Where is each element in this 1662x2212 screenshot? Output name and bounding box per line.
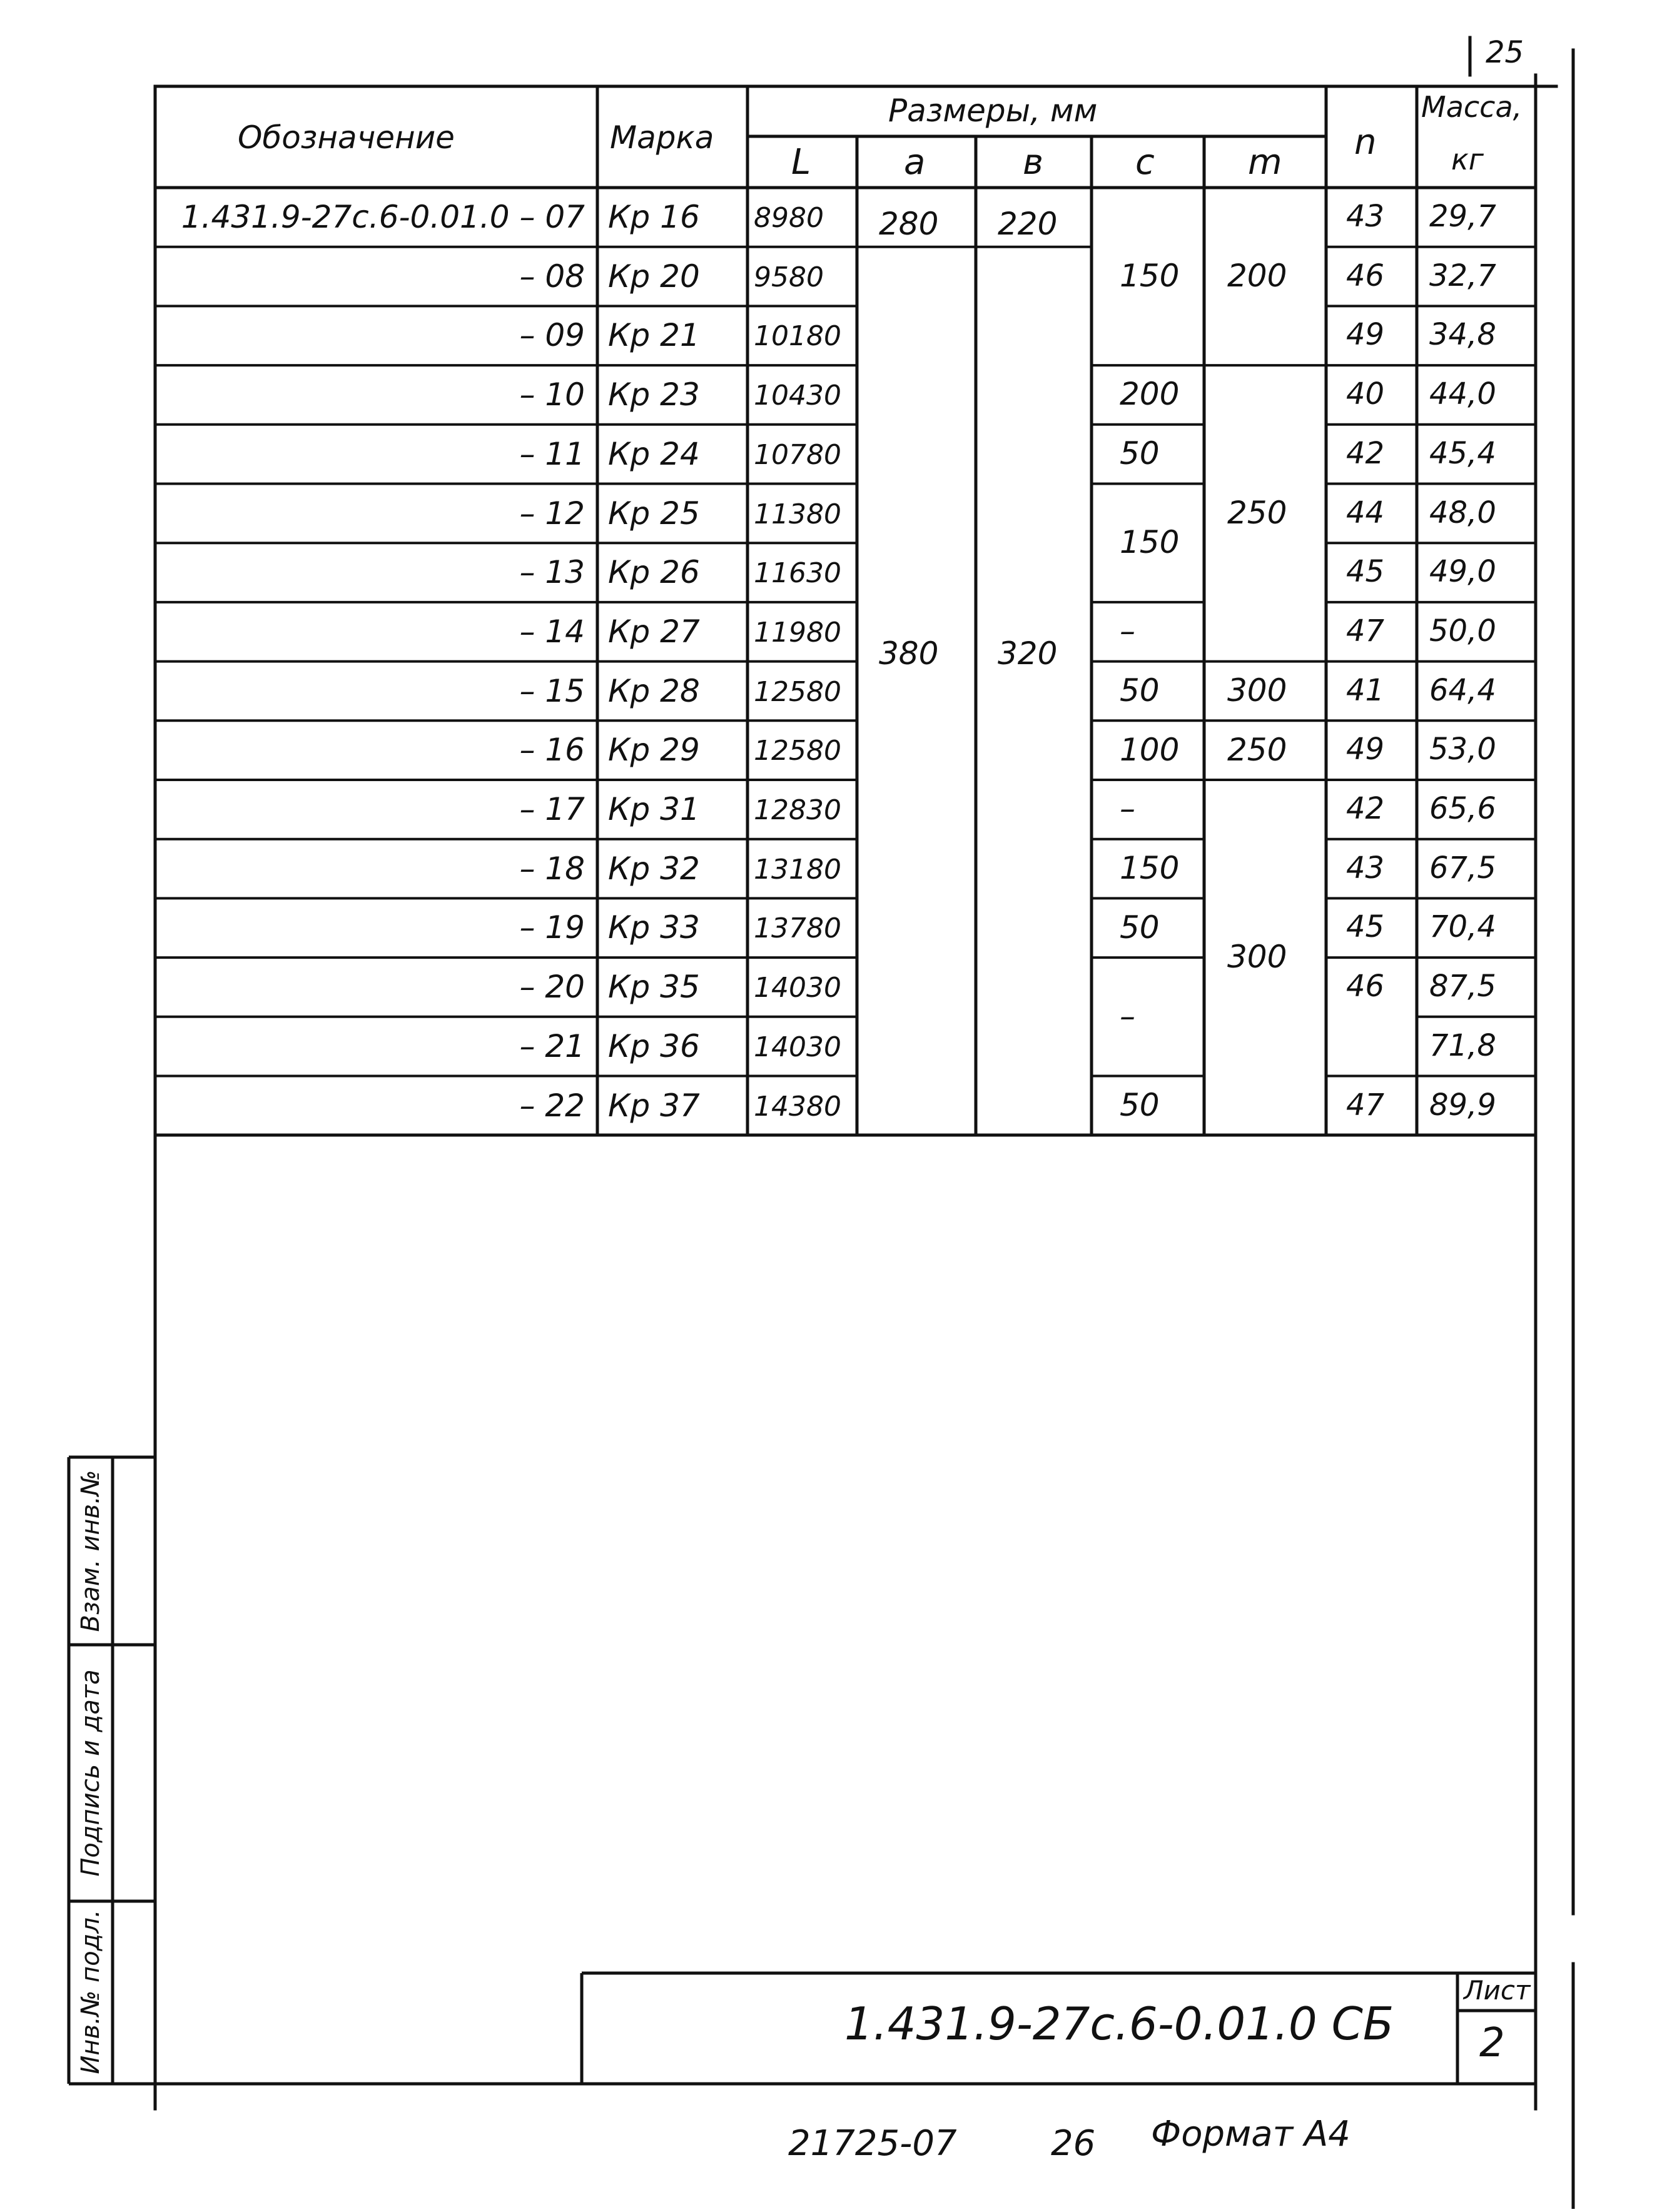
cell-designation: – 08 <box>519 258 585 295</box>
cell-l: 12830 <box>754 794 841 826</box>
cell-l: 10180 <box>754 320 841 353</box>
stamp-replaced-inv: Взам. инв.№ <box>76 1470 105 1632</box>
cell-n: 49 <box>1346 732 1385 767</box>
cell-mark: Кр 33 <box>608 909 700 946</box>
cell-designation: – 21 <box>519 1028 585 1064</box>
cell-mass: 70,4 <box>1429 909 1496 945</box>
cell-c: 50 <box>1120 435 1160 472</box>
cell-l: 11980 <box>754 616 841 649</box>
header-col-l: L <box>791 142 811 183</box>
cell-mark: Кр 28 <box>608 672 700 709</box>
cell-c: 200 <box>1120 376 1180 413</box>
cell-c: – <box>1120 790 1135 827</box>
header-col-b: в <box>1023 142 1044 183</box>
cell-l: 11630 <box>754 557 841 590</box>
cell-mass: 34,8 <box>1429 317 1496 353</box>
cell-mass: 45,4 <box>1429 435 1496 471</box>
header-mass-unit: кг <box>1451 143 1484 176</box>
cell-c: 150 <box>1120 850 1180 887</box>
cell-designation: – 18 <box>519 850 585 887</box>
cell-mass: 67,5 <box>1429 850 1496 886</box>
cell-n: 45 <box>1346 909 1385 945</box>
cell-n: 41 <box>1346 672 1385 708</box>
cell-mass: 87,5 <box>1429 969 1496 1004</box>
cell-b-first: 220 <box>998 206 1058 242</box>
cell-b-rest: 320 <box>998 635 1058 672</box>
cell-l: 13780 <box>754 912 841 945</box>
header-col-a: a <box>904 142 926 183</box>
cell-m: 300 <box>1227 672 1287 709</box>
cell-n: 47 <box>1346 1087 1385 1123</box>
cell-mark: Кр 32 <box>608 850 700 887</box>
title-doc-code: 1.431.9-27с.6-0.01.0 СБ <box>844 1997 1394 2050</box>
cell-c: 100 <box>1120 731 1180 768</box>
title-sheet-number: 2 <box>1479 2020 1505 2066</box>
header-dimensions: Размеры, мм <box>888 93 1098 129</box>
cell-mass: 49,0 <box>1429 554 1496 590</box>
footer-order-code: 21725-07 <box>788 2123 957 2164</box>
cell-designation: – 13 <box>519 554 585 591</box>
cell-mark: Кр 20 <box>608 258 700 295</box>
cell-n: 45 <box>1346 554 1385 590</box>
stamp-inv-no-orig: Инв.№ подл. <box>76 1909 105 2074</box>
cell-mass: 53,0 <box>1429 732 1496 767</box>
cell-designation: – 15 <box>519 672 585 709</box>
cell-mark: Кр 27 <box>608 613 700 650</box>
cell-c: 50 <box>1120 909 1160 946</box>
footer-format: Формат А4 <box>1151 2114 1350 2154</box>
cell-mark: Кр 24 <box>608 435 700 472</box>
cell-mark: Кр 29 <box>608 732 700 769</box>
header-mass: Масса, <box>1421 90 1523 124</box>
cell-mass: 29,7 <box>1429 199 1496 234</box>
cell-l: 14380 <box>754 1090 841 1123</box>
cell-mass: 44,0 <box>1429 376 1496 412</box>
cell-n: 42 <box>1346 435 1385 471</box>
cell-l: 8980 <box>754 202 824 234</box>
cell-designation: – 20 <box>519 969 585 1006</box>
cell-designation: – 19 <box>519 909 585 946</box>
header-mark: Марка <box>610 119 714 156</box>
cell-designation: – 12 <box>519 495 585 532</box>
cell-n: 46 <box>1346 258 1385 293</box>
cell-l: 10780 <box>754 438 841 471</box>
cell-l: 11380 <box>754 498 841 530</box>
cell-a-rest: 380 <box>879 635 939 672</box>
cell-c: 50 <box>1120 1086 1160 1123</box>
cell-mark: Кр 35 <box>608 969 700 1006</box>
cell-designation: – 22 <box>519 1087 585 1124</box>
cell-n: 42 <box>1346 791 1385 826</box>
cell-l: 14030 <box>754 1031 841 1063</box>
cell-mark: Кр 31 <box>608 791 700 827</box>
cell-c: 150 <box>1120 524 1180 561</box>
cell-mark: Кр 21 <box>608 317 700 354</box>
cell-n: 49 <box>1346 317 1385 353</box>
cell-mark: Кр 23 <box>608 376 700 413</box>
cell-l: 12580 <box>754 675 841 708</box>
cell-designation: – 10 <box>519 376 585 413</box>
cell-l: 12580 <box>754 735 841 767</box>
cell-designation: – 14 <box>519 613 585 650</box>
cell-designation: – 09 <box>519 317 585 354</box>
cell-designation: – 11 <box>519 435 585 472</box>
cell-m: 250 <box>1227 494 1287 531</box>
cell-mass: 64,4 <box>1429 672 1496 708</box>
cell-mass: 50,0 <box>1429 613 1496 649</box>
cell-mass: 32,7 <box>1429 258 1496 293</box>
cell-a-first: 280 <box>879 206 939 242</box>
cell-l: 10430 <box>754 380 841 412</box>
cell-l: 9580 <box>754 261 824 293</box>
cell-c: – <box>1120 613 1135 650</box>
cell-n: 40 <box>1346 376 1385 412</box>
stamp-signature-date: Подпись и дата <box>76 1669 105 1877</box>
title-sheet-label: Лист <box>1464 1975 1531 2006</box>
cell-m: 200 <box>1227 258 1287 295</box>
cell-c: – <box>1120 997 1135 1034</box>
cell-mark: Кр 36 <box>608 1028 700 1064</box>
cell-mark: Кр 37 <box>608 1087 700 1124</box>
cell-n: 43 <box>1346 850 1385 886</box>
cell-designation: 1.431.9-27с.6-0.01.0 – 07 <box>181 199 585 235</box>
cell-c: 150 <box>1120 258 1180 295</box>
cell-mark: Кр 16 <box>608 199 700 235</box>
cell-designation: – 16 <box>519 732 585 769</box>
header-col-c: c <box>1135 142 1155 183</box>
footer-copy-no: 26 <box>1051 2123 1096 2164</box>
cell-l: 13180 <box>754 853 841 886</box>
cell-m: 250 <box>1227 731 1287 768</box>
cell-mark: Кр 25 <box>608 495 700 532</box>
cell-mass: 65,6 <box>1429 791 1496 826</box>
cell-c: 50 <box>1120 672 1160 709</box>
cell-n: 44 <box>1346 495 1385 530</box>
header-col-m: m <box>1248 142 1282 183</box>
cell-mark: Кр 26 <box>608 554 700 591</box>
cell-mass: 89,9 <box>1429 1087 1496 1123</box>
cell-mass: 71,8 <box>1429 1028 1496 1063</box>
cell-n: 46 <box>1346 969 1385 1004</box>
header-designation: Обозначение <box>238 119 455 156</box>
cell-n: 47 <box>1346 613 1385 649</box>
cell-mass: 48,0 <box>1429 495 1496 530</box>
cell-m: 300 <box>1227 939 1287 976</box>
header-col-n: n <box>1354 122 1377 163</box>
corner-page-number: 25 <box>1486 35 1524 70</box>
cell-n: 43 <box>1346 199 1385 234</box>
cell-l: 14030 <box>754 972 841 1004</box>
cell-designation: – 17 <box>519 791 585 827</box>
